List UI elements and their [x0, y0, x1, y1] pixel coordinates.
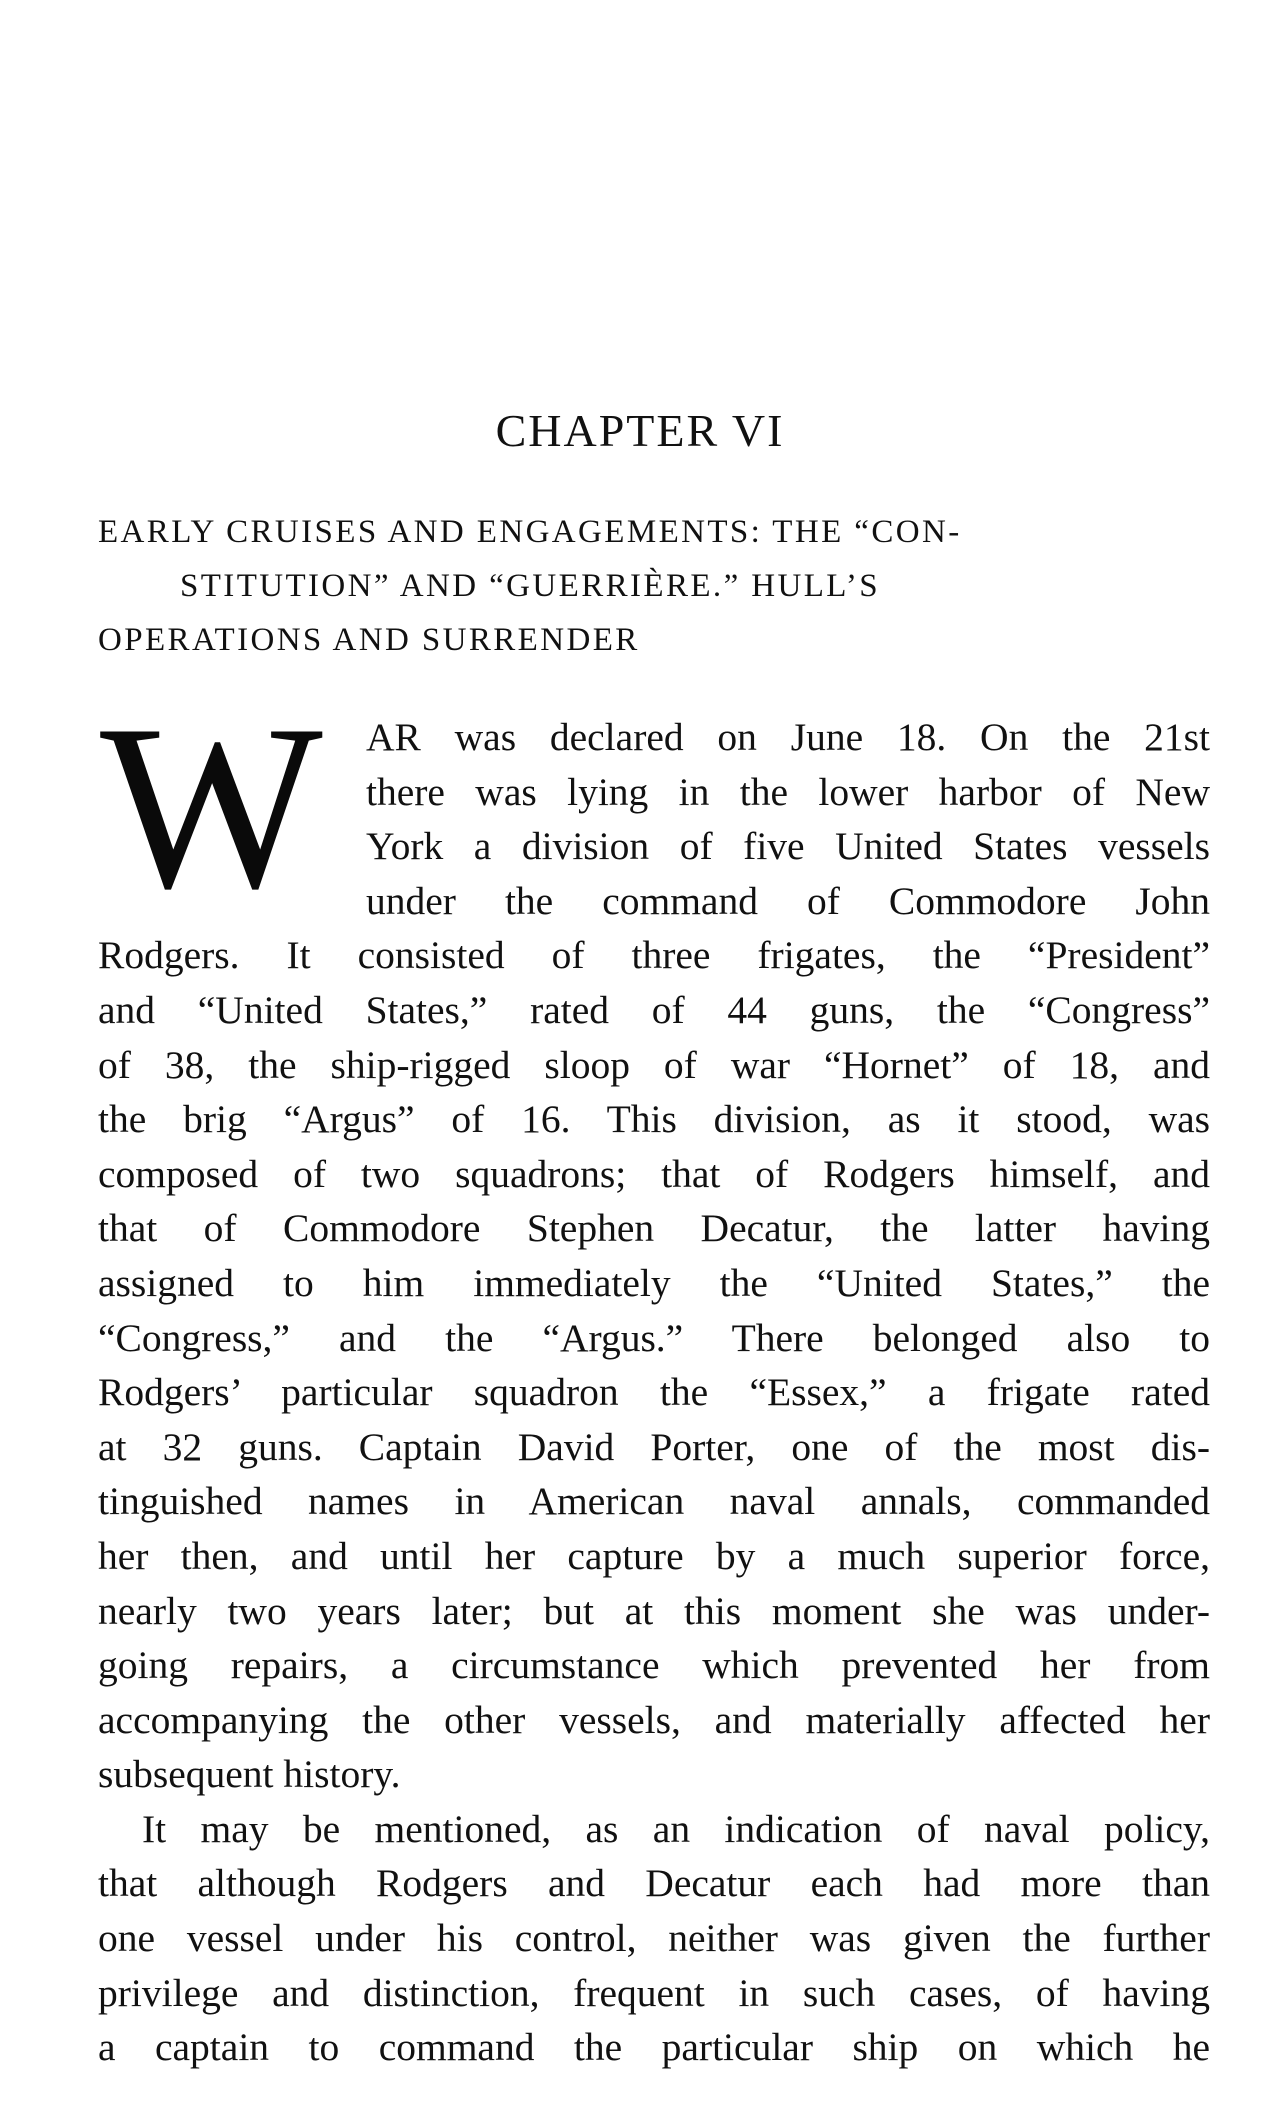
text-line: and “United States,” rated of 44 guns, the “Congress” — [98, 987, 1210, 1032]
text-line: that of Commodore Stephen Decatur, the latter having — [98, 1206, 1210, 1251]
text-line: a captain to command the particular ship on which he — [98, 2025, 1210, 2070]
text-line: It may be mentioned, as an indication of naval policy, — [142, 1806, 1210, 1851]
text-line: the brig “Argus” of 16. This division, as it stood, was — [98, 1097, 1210, 1142]
text-line: privilege and distinction, frequent in such cases, of having — [98, 1970, 1210, 2015]
text-line: tinguished names in American naval annals, commanded — [98, 1479, 1210, 1524]
text-line: there was lying in the lower harbor of New — [366, 769, 1210, 814]
subtitle-line — [98, 505, 1208, 559]
chapter-subtitle — [98, 505, 1208, 667]
paragraph-2 — [98, 1802, 1210, 2075]
text-line: under the command of Commodore John — [366, 878, 1210, 923]
text-line: composed of two squadrons; that of Rodgers himself, and — [98, 1151, 1210, 1196]
text-line: Rodgers’ particular squadron the “Essex,” a frigate rated — [98, 1370, 1210, 1415]
text-line: at 32 guns. Captain David Porter, one of the most dis- — [98, 1424, 1210, 1469]
paragraph-1 — [98, 710, 1210, 1802]
subtitle-line: STITUTION” AND “GUERRIÈRE.” HULL’S — [180, 568, 880, 604]
text-line: subsequent history. — [98, 1752, 401, 1797]
text-line: assigned to him immediately the “United States,” the — [98, 1260, 1210, 1305]
text-line: accompanying the other vessels, and materially affected her — [98, 1697, 1210, 1742]
text-line: that although Rodgers and Decatur each had more than — [98, 1861, 1210, 1906]
text-line: one vessel under his control, neither was given the further — [98, 1916, 1210, 1961]
body-text — [98, 710, 1210, 2075]
text-line: AR was declared on June 18. On the 21st — [366, 715, 1210, 759]
drop-cap: W — [100, 677, 323, 938]
text-line: of 38, the ship-rigged sloop of war “Hornet” of 18, and — [98, 1042, 1210, 1087]
text-line: nearly two years later; but at this moment she was under- — [98, 1588, 1210, 1633]
text-line: York a division of five United States vessels — [366, 824, 1210, 869]
chapter-title: CHAPTER VI — [495, 405, 785, 456]
text-line: “Congress,” and the “Argus.” There belonged also to — [98, 1315, 1210, 1360]
text-line: going repairs, a circumstance which prevented her from — [98, 1643, 1210, 1688]
subtitle-line-text: EARLY CRUISES AND ENGAGEMENTS: THE “CON- — [98, 514, 962, 550]
subtitle-line: OPERATIONS AND SURRENDER — [98, 622, 640, 658]
text-line: her then, and until her capture by a much superior force, — [98, 1533, 1210, 1578]
text-line: Rodgers. It consisted of three frigates, the “President” — [98, 933, 1210, 978]
